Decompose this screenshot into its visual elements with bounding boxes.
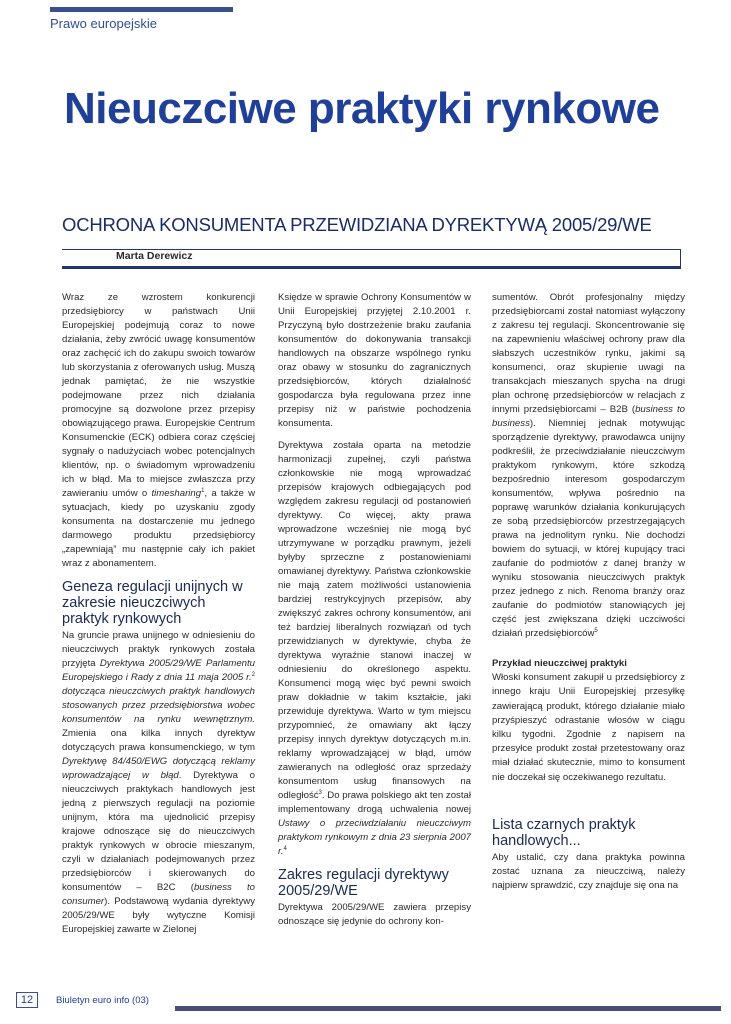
column-3 bbox=[492, 291, 685, 901]
bottom-accent-bar bbox=[175, 1006, 721, 1011]
paragraph: Dyrektywa została oparta na metodzie harmonizacji zupełnej, czyli państwa członkowskie nie mogą wprowadzać przepisów krajowych odbiegających pod względem zakresu regulacji od postanowień dyrektywy. Co więcej, akty prawa wprowadzone wcześniej nie mogą być utrzymywane w porządku prawnym, jeżeli byłyby sprzeczne z postanowieniami omawianej dyrektywy. Państwa członkowskie nie mają zatem możliwości ustanowienia bardziej restrykcyjnych przepisów, aby zwiększyć zakres ochrony konsumentów, ani też bardziej liberalnych rozwiązań od tych przewidzianych w dyrektywie, chyba że dyrektywa wyraźnie stanowi inaczej w odniesieniu do określonego aspektu. Konsumenci mogą więc być pewni swoich praw dokładnie w takim kształcie, jaki przewiduje dyrektywa. Warto w tym miejscu przypomnieć, że omawiany akt łączy przepisy innych dyrektyw dotyczących m.in. reklamy wprowadzającej w błąd, umów zawieranych na odległość oraz sprzedaży konsumentom usług finansowych na odległość$^3$. Do prawa polskiego akt ten został implementowany drogą uchwalenia nowej Ustawy o przeciwdziałaniu nieuczciwym praktykom rynkowym z dnia 23 sierpnia 2007 r.$^4$ bbox=[278, 440, 471, 857]
section-heading: Geneza regulacji unijnych w zakresie nieuczciwych praktyk rynkowych bbox=[62, 579, 243, 627]
article-author: Marta Derewicz bbox=[116, 250, 193, 262]
paragraph: Dyrektywa 2005/29/WE zawiera przepisy odnoszące się jedynie do ochrony kon- bbox=[278, 902, 471, 927]
example-box-title: Przykład nieuczciwej praktyki bbox=[492, 658, 627, 669]
paragraph: Aby ustalić, czy dana praktyka powinna zostać uznana za nieuczciwą, należy najpierw sprawdzić, czy znajduje się ona na bbox=[492, 851, 685, 891]
article-subtitle: OCHRONA KONSUMENTA PRZEWIDZIANA DYREKTYWĄ 2005/29/WE bbox=[62, 214, 652, 235]
article-title: Nieuczciwe praktyki rynkowe bbox=[64, 84, 660, 133]
publication-name: Biuletyn euro info (03) bbox=[56, 995, 149, 1006]
example-box bbox=[492, 657, 685, 785]
column-1 bbox=[62, 291, 255, 945]
paragraph: Księdze w sprawie Ochrony Konsumentów w Unii Europejskiej przyjętej 2.10.2001 r. Przyczyną było dostrzeżenie braku zaufania konsumentów do dokonywania transakcji handlowych na obszarze wspólnego rynku oraz obawy w stosunku do zagranicznych przedsiębiorców, których działalność gospodarcza była regulowana przez inne przepisy niż w państwie pochodzenia konsumenta. bbox=[278, 292, 471, 429]
paragraph: Na gruncie prawa unijnego w odniesieniu do nieuczciwych praktyk rynkowych została przyjęta Dyrektywa 2005/29/WE Parlamentu Europejskiego i Rady z dnia 11 maja 2005 r.$^2$ dotycząca nieuczciwych praktyk handlowych stosowanych przez przedsiębiorstwa wobec konsumentów na rynku wewnętrznym. Zmienia ona kilka innych dyrektyw dotyczących prawa konsumenckiego, w tym Dyrektywę 84/450/EWG dotyczącą reklamy wprowadzającej w błąd. Dyrektywa o nieuczciwych praktykach handlowych jest jedną z pierwszych regulacji na poziomie unijnym, która ma ujednolicić przepisy krajowe odnoszące się do nieuczciwych praktyk rynkowych w obrocie mieszanym, czyli w działaniach podejmowanych przez przedsiębiorców i skierowanych do konsumentów – B2C (business to consumer). Podstawową wydania dyrektywy 2005/29/WE były wytyczne Komisji Europejskiej zawarte w Zielonej bbox=[62, 630, 256, 935]
example-box-text: Włoski konsument zakupił u przedsiębiorcy z innego kraju Unii Europejskiej przesyłkę zawierającą produkt, którego działanie miało przyśpieszyć odrastanie włosów w ciągu kilku tygodni. Zgodnie z napisem na przesyłce produkt został przetestowany oraz miał działać skutecznie, mimo to konsument nie doczekał się oczekiwanego rezultatu. bbox=[492, 672, 685, 783]
page-number: 12 bbox=[16, 992, 38, 1008]
section-label: Prawo europejskie bbox=[50, 16, 157, 31]
section-heading: Zakres regulacji dyrektywy 2005/29/WE bbox=[278, 867, 449, 899]
paragraph: Wraz ze wzrostem konkurencji przedsiębiorcy w państwach Unii Europejskiej podejmują coraz to nowe działania, żeby zwrócić uwagę konsumentów oraz zachęcić ich do zakupu swoich towarów lub skorzystania z oferowanych usług. Muszą jednak pamiętać, że nie wszystkie podejmowane przez nich działania promocyjne są dozwolone przez przepisy obowiązującego prawa. Europejskie Centrum Konsumenckie (ECK) odbiera coraz częściej sygnały o nadużyciach wobec potencjalnych klientów, np. o świadomym wprowadzeniu ich w błąd. Ma to miejsce zwłaszcza przy zawieraniu umów o timesharing$^1$, a także w sytuacjach, kiedy po uzyskaniu zgody konsumenta na dostarczenie mu jednego darmowego produktu przedsiębiorcy „zapewniają” mu następnie cały ich pakiet wraz z abonamentem. bbox=[62, 292, 255, 569]
section-heading: Lista czarnych praktyk handlowych... bbox=[492, 816, 636, 849]
column-2 bbox=[278, 291, 471, 937]
paragraph: sumentów. Obrót profesjonalny między przedsiębiorcami został natomiast wyłączony z zakresu tej regulacji. Skoncentrowanie się na zapewnieniu właściwej ochrony praw dla słabszych uczestników rynku, jakimi są konsumenci, oraz skupienie uwagi na transakcjach mieszanych spycha na drugi plan ochronę przedsiębiorców w relacjach z innymi przedsiębiorcami – B2B (business to business). Niemniej jednak motywując sporządzenie dyrektywy, prawodawca unijny podkreślił, że przeciwdziałanie nieuczciwym praktykom rynkowym, które szkodzą bezpośrednio interesom gospodarczym konsumentów, wpływa pośrednio na poprawę warunków działania konkurujących ze sobą przedsiębiorców przestrzegających prawa na jednolitym rynku. Nie dochodzi bowiem do sytuacji, w której kupujący traci zaufanie do podmiotów z danej branży w wyniku stosowania nieuczciwych praktyk przez jednego z nich. Renoma branży oraz zaufanie do podmiotów stanowiących jej część jest zwiększana dzięki uczciwości działań przedsiębiorców$^5$ bbox=[492, 292, 685, 639]
top-accent-bar bbox=[50, 7, 233, 12]
